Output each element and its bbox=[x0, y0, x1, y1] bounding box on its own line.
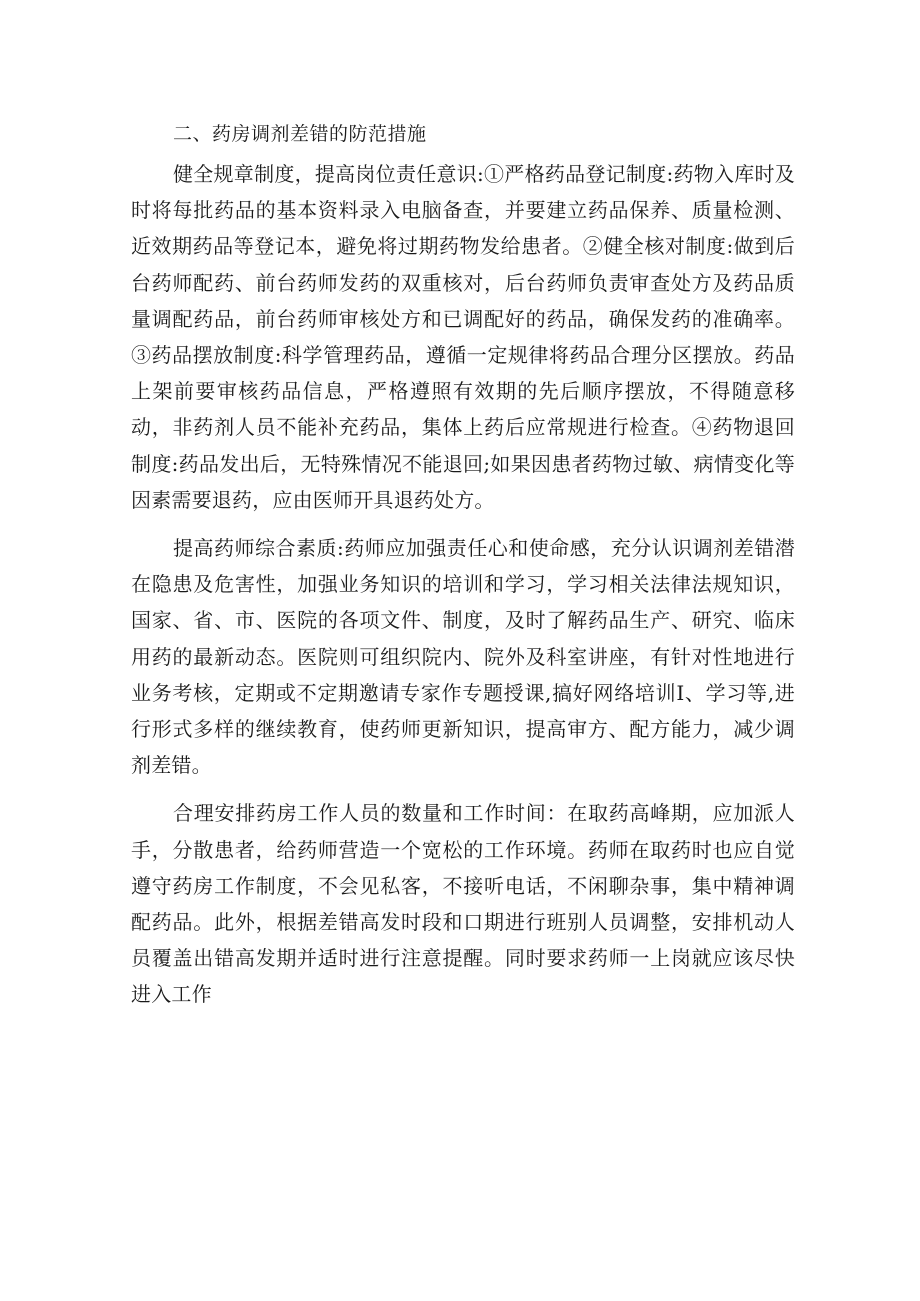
document-body bbox=[131, 116, 795, 1025]
paragraph-pharmacist-quality: 提高药师综合素质:药师应加强责任心和使命感，充分认识调剂差错潜在隐患及危害性，加强业务知识的培训和学习，学习相关法律法规知识，国家、省、市、医院的各项文件、制度，及时了解药品生产、研究、临床用药的最新动态。医院则可组织院内、院外及科室讲座，有针对性地进行业务考核，定期或不定期邀请专家作专题授课,搞好网络培训I、学习等,进行形式多样的继续教育，使药师更新知识，提高审方、配方能力，减少调剂差错。 bbox=[131, 536, 795, 778]
paragraph-staffing: 合理安排药房工作人员的数量和工作时间：在取药高峰期，应加派人手，分散患者，给药师营造一个宽松的工作环境。药师在取药时也应自觉遵守药房工作制度，不会见私客，不接听电话，不闲聊杂事，集中精神调配药品。此外，根据差错高发时段和口期进行班别人员调整，安排机动人员覆盖出错高发期并适时进行注意提醒。同时要求药师一上岗就应该尽快进入工作 bbox=[131, 801, 795, 1007]
section-heading: 二、药房调剂差错的防范措施 bbox=[173, 123, 427, 145]
paragraph-regulations: 健全规章制度，提高岗位责任意识:①严格药品登记制度:药物入库时及时将每批药品的基本资料录入电脑备查，并要建立药品保养、质量检测、近效期药品等登记本，避免将过期药物发给患者。②健全核对制度:做到后台药师配药、前台药师发药的双重核对，后台药师负责审查处方及药品质量调配药品，前台药师审核处方和已调配好的药品，确保发药的准确率。③药品摆放制度:科学管理药品，遵循一定规律将药品合理分区摆放。药品上架前要审核药品信息，严格遵照有效期的先后顺序摆放，不得随意移动，非药剂人员不能补充药品，集体上药后应常规进行检查。④药物退回制度:药品发出后，无特殊情况不能退回;如果因患者药物过敏、病情变化等因素需要退药，应由医师开具退药处方。 bbox=[131, 162, 795, 512]
